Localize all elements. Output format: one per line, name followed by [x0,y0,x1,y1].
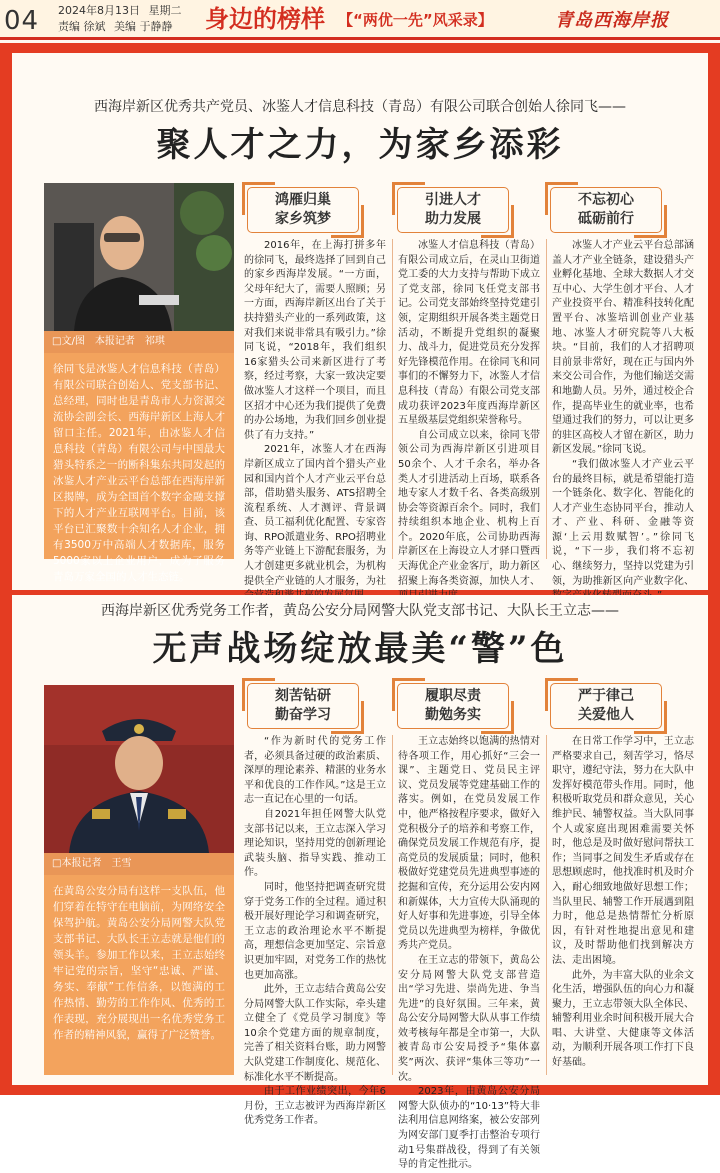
column-divider [392,239,393,559]
story-1-bio: 徐同飞是冰鉴人才信息科技（青岛）有限公司联合创始人、党支部书记、总经理，同时也是青岛市人力资源交流协会副会长、西海岸新区上海人才留口主任。2021年，由冰鉴人才信息科技（青岛）有限公司与中国最大猎头特系之一的断科集东共同发起的冰鉴人才产业云平台总部在西海岸新区揭牌，成为全国首个数字金融支撑下的人才产业互联网平台。目前，该平台已汇聚数十余知名人才企业，拥有3500万中高端人才数据库，服务5000家以上企业用户，成为了服务青岛万家全国的人才生态链。 [44,353,234,559]
portrait-wang-illustration [44,685,234,853]
tag-line: 履职尽责 [425,688,481,704]
column-divider [546,735,547,1075]
paragraph: 在日常工作学习中，王立志严格要求自己，刻苦学习，恪尽职守，遵纪守法，努力在大队中发挥好模范带头作用。同时，他积极听取党员和群众意见，关心维护民、辅警权益。当大队同事个人或家庭出现困难需要关怀时，他总是及时做好慰问帮扶工作；当同事之间发生矛盾或存在思想顾虑时，他找准时机及时介入，耐心细致地做好思想工作；当队里民、辅警工作开展遇到阻力时，他总是热情帮忙分析原因，有针对性地提出意见和建议，及时帮助他们找到解决方法、走出困境。 [552,736,694,966]
page-number: 04 [4,6,40,36]
portrait-photo-xu [44,183,234,331]
issue-weekday: 星期二 [148,4,182,17]
paragraph: 此外，王立志结合黄岛公安分局网警大队工作实际，牵头建立健全了《党员学习制度》等10余个党建方面的规章制度，完善了相关资料台账，助力网警大队党建工作制度化、规范化、标准化水平不断提高。 [244,984,386,1083]
paragraph: 由于工作业绩突出，今年6月份，王立志被评为西海岸新区优秀党务工作者。 [244,1086,386,1127]
tag-line: 引进人才 [425,192,481,208]
paragraph: 王立志始终以饱满的热情对待各项工作，用心抓好“三会一课”、主题党日、党员民主评议、党员发展等党建基础工作的落实。例如，在党员发展工作中，他严格按程序要求，做好入党积极分子的培养和考察工作，确保党员发展工作规范有序，提高党员的发展质量；同时，他积极做好党建党员先进典型事迹的挖掘和宣传，充分运用公安内网和新媒体，大力宣传大队涌现的好人好事和先进事迹，引导全体党员以先进典型为榜样，争做优秀共产党员。 [398,736,540,952]
newspaper-masthead: 青岛西海岸报 [555,10,669,31]
column-subtitle: 【“两优一先”风采录】 [338,11,493,29]
tag-line: 鸿雁归巢 [275,192,331,208]
tag-line: 勤勉务实 [425,707,481,723]
paragraph: 此外，为丰富大队的业余文化生活，增强队伍的向心力和凝聚力，王立志带领大队全体民、辅警利用业余时间积极开展大合唱、大讲堂、大健康等文体活动，为顺利开展各项工作打下良好基础。 [552,969,694,1069]
tag-line: 勤奋学习 [275,707,331,723]
column-title: 身边的榜样 [205,4,325,33]
story-1-column-2 [398,239,540,587]
editor-credit: 责编 徐斌 [58,20,106,33]
issue-date: 2024年8月13日 [58,4,140,17]
portrait-photo-wang [44,685,234,853]
paragraph: “我们做冰鉴人才产业云平台的最终目标，就是希望能打造一个链条化、数字化、智能化的人才产业生态协同平台，推动人才、产业、科研、金融等资源‘上云用数赋智’。”徐同飞说，“下一步，我们将不忘初心、继续努力，坚持以党建为引领，为助推新区向产业数字化、 [552,458,694,587]
story-2-headline: 无声战场绽放最美“警”色 [152,629,568,669]
paragraph: 同时，他坚持把调查研究贯穿于党务工作的全过程。通过积极开展好理论学习和调查研究，王立志的政治理论水平不断提高，理想信念更加坚定、宗旨意识更加牢固，对党务工作的热忱也更加高涨。 [244,881,386,981]
story-2-tag-1 [247,683,359,729]
story-1-headline: 聚人才之力，为家乡添彩 [156,125,564,165]
paragraph: 在王立志的带领下，黄岛公安分局网警大队党支部营造出“学习先进、崇尚先进、争当先进”的良好氛围。三年来，黄岛公安分局网警大队从事工作绩效考核每年都是全市第一，大队被青岛市公安局授予“集体嘉奖”两次、获评“集体三等功”一次。 [398,954,540,1083]
story-1-panel [12,53,708,590]
paragraph: “作为新时代的党务工作者，必须具备过硬的政治素质、深厚的理论素养、精湛的业务水平和优良的工作作风。”这是王立志一直记在心里的一句话。 [244,736,386,806]
tag-line: 助力发展 [425,211,481,227]
paragraph: 冰鉴人才信息科技（青岛）有限公司成立后，在灵山卫街道党工委的大力支持与帮助下成立了党支部，徐同飞任党支部书记。公司党支部始终坚持党建引领，定期组织开展各类主题党日活动，不断提升党组织的凝聚力、战斗力，促进党员充分发挥好先锋模范作用。在徐同飞和同事们的不懈努力下，冰鉴人才信息科技（青岛）有限公司党支部成功获评2023年度西海岸新区五星级基层党组织荣誉称号。 [398,240,540,427]
paragraph: 自公司成立以来，徐同飞带领公司为西海岸新区引进项目50余个、人才千余名，举办各类人才引进活动上百场，联系各地专家人才数千名、各类高级别协会等资源百余个。同时，我们持续组织本地企业、机构上百个。2020年底，公司协助西海岸新区在上海设立人才驿口暨西天海优企产业金客厅，助力新区招聚上海各类资源，加快人才、 [398,429,540,587]
story-2-tag-3 [550,683,662,729]
tag-line: 严于律己 [578,688,634,704]
designer-credit: 美编 于静静 [114,20,173,33]
paragraph: 冰鉴人才产业云平台总部涵盖人才产业全链条，建设猎头产业孵化基地、全球大数据人才交互中心、大学生创才平台、人才产业投资平台、精准科技转化配置平台、冰鉴培训创业产业基地、冰鉴人才研究院等八大板块。“目前，我们的人才招聘项目前景非常好，现在正与国内外来交公司合作，为他们输送交需和地勤人员。另外，通过校企合作，提高毕业生的就业率，也希望通过我们的努力，可以让更多的驻区高校人才留在新区，助力新区发展。”徐同飞说。 [552,240,694,456]
story-2-subhead: 西海岸新区优秀党务工作者，黄岛公安分局网警大队党支部书记、大队长王立志—— [101,603,619,619]
tag-line: 关爱他人 [578,707,634,723]
column-divider [546,239,547,559]
story-1-subhead: 西海岸新区优秀共产党员、冰鉴人才信息科技（青岛）有限公司联合创始人徐同飞—— [94,99,626,115]
story-1-tag-3 [550,187,662,233]
paragraph: 2021年，冰鉴人才在西海岸新区成立了国内首个猎头产业园和国内首个人才产业云平台总部，借助猎头服务、ATS招聘全流程系统、人才测评、背景调查、员工福利优化配置、专家咨询、RPO派遣业务、RPO招聘业务等产业链上下游配套服务，为人才创建更多就业机会，为机构提供全产业链的人才服务，为社 [244,444,386,587]
story-1-column-1 [244,239,386,587]
story-2-column-1 [244,735,386,1127]
story-2-column-3 [552,735,694,1079]
story-1-tag-1 [247,187,359,233]
story-1-credit: □文/图 本报记者 祁琪 [44,331,234,353]
story-1-tag-2 [397,187,509,233]
tag-line: 砥砺前行 [578,211,634,227]
story-2-credit: □本报记者 王雪 [44,853,234,875]
paragraph: 自2021年担任网警大队党支部书记以来，王立志深入学习理论知识，坚持用党的创新理论武装头脑、指导实践、推动工作。 [244,808,386,879]
story-1-column-3 [552,239,694,587]
story-2-column-2 [398,735,540,1171]
paragraph: 2016年，在上海打拼多年的徐同飞，最终选择了回到自己的家乡西海岸发展。“一方面，父母年纪大了，需要人照顾；另一方面，西海岸新区出台了关于扶持猎头产业的一系列政策，这对我们来说非常具有吸引力。”徐同飞说，“2018年，我们组织16家猎头公司来新区进行了考察，经过考察，大家一致决定要做冰鉴人才这样一个项目，而且区招才中心还为我们提供了免费的办公场地，为我们回乡创业提供了有力支持。” [244,240,386,441]
tag-line: 刻苦钻研 [275,688,331,704]
column-divider [392,735,393,1075]
tag-line: 家乡筑梦 [275,211,331,227]
tag-line: 不忘初心 [578,192,634,208]
portrait-xu-illustration [44,183,234,331]
header-meta [58,3,187,35]
story-2-panel [12,595,708,1171]
paragraph: 2023年，由黄岛公安分局网警大队侦办的“10·13”特大非法利用信息网络案，被公安部列为网安部门夏季打击整治专项行动1号集群战役，得到了有关领导的肯定性批示。 [398,1086,540,1171]
story-2-bio: 在黄岛公安分局有这样一支队伍，他们穿着在特守在电脑前，为网络安全保驾护航。黄岛公安分局网警大队党支部书记、大队长王立志就是他们的领头羊。参加工作以来，王立志始终牢记党的宗旨，坚守“忠诚、严谨、务实、奉献”工作信条，以饱满的工作热情、勤劳的工作作风、优秀的工作表现，充分展现出一名优秀党务工作者的精神风貌，赢得了广泛赞誉。 [44,875,234,1075]
story-2-tag-2 [397,683,509,729]
page-header [0,0,720,40]
